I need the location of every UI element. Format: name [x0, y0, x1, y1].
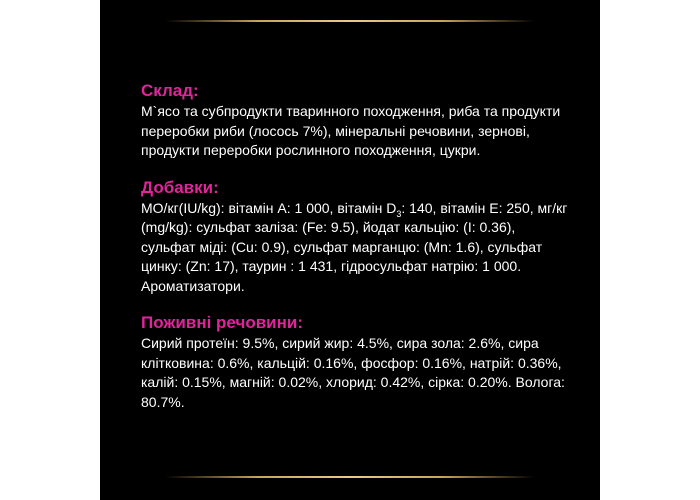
- additives-section: [141, 177, 571, 297]
- additives-text-part2: : 140, вітамін Е: 250, мг/кг (mg/kg): сульфат заліза: (Fe: 9.5), йодат кальцію: (I: 0.36), сульфат міді: (Cu: 0.9), сульфат марганцю: (Mn: 1.6), сульфат цинку: (Zn: 17), таурин : 1 431, гідросульфат натрію: 1 000. Ароматизатори.: [141, 199, 568, 294]
- nutrients-text: Сирий протеїн: 9.5%, сирий жир: 4.5%, сира зола: 2.6%, сира клітковина: 0.6%, кальцій: 0.16%, фосфор: 0.16%, натрій: 0.36%, калій: 0.15%, магній: 0.02%, хлорид: 0.42%, сірка: 0.20%. Волога: 80.7%.: [141, 335, 565, 410]
- nutrients-heading: Поживні речовини:: [141, 313, 303, 332]
- additives-text: [141, 199, 571, 297]
- composition-text: М`ясо та субпродукти тваринного походження, риба та продукти переробки риби (лосось 7%), мінеральні речовини, зернові, продукти переробки рослинного походження, цукри.: [141, 103, 561, 158]
- composition-heading: Склад:: [141, 81, 199, 100]
- additives-heading: Добавки:: [141, 177, 219, 197]
- nutrients-section: [141, 312, 571, 412]
- label-panel: [100, 0, 600, 500]
- composition-section: [141, 80, 571, 161]
- bottom-gold-divider: [165, 476, 535, 478]
- vitamin-d-subscript: 3: [396, 208, 402, 219]
- ingredients-content: [141, 80, 571, 428]
- top-gold-divider: [165, 20, 535, 22]
- additives-text-part1: МО/кг(IU/kg): вітамін А: 1 000, вітамін D: [141, 199, 397, 216]
